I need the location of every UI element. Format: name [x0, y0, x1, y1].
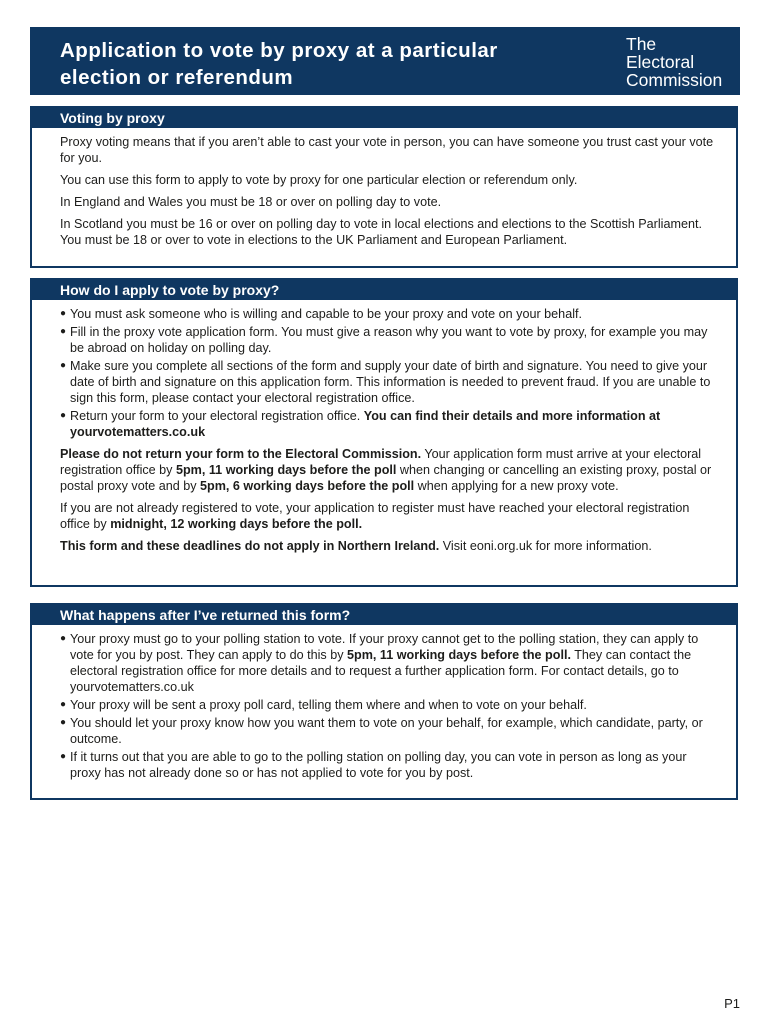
section-heading: How do I apply to vote by proxy? — [32, 280, 736, 300]
list-item: ● Your proxy will be sent a proxy poll card, telling them where and when to vote on your behalf. — [60, 698, 587, 712]
paragraph: In Scotland you must be 16 or over on polling day to vote in local elections and elections to the Scottish Parliament. You must be 18 or over to vote in elections to the UK Parliament and European Parliament. — [60, 217, 702, 247]
list-item: ● You should let your proxy know how you want them to vote on your behalf, for example, which candidate, party, or outcome. — [60, 716, 703, 746]
section-after-return — [30, 603, 738, 800]
northern-ireland-paragraph: This form and these deadlines do not apply in Northern Ireland. Visit eoni.org.uk for more information. — [60, 539, 652, 553]
header-banner — [30, 27, 740, 95]
bullet-icon: ● — [60, 410, 67, 421]
section-heading: Voting by proxy — [32, 108, 736, 128]
bullet-icon: ● — [60, 360, 67, 371]
paragraph: In England and Wales you must be 18 or over on polling day to vote. — [60, 195, 442, 209]
list-item: ● Return your form to your electoral registration office. You can find their details and more information at yourvotematters.co.uk — [60, 409, 661, 439]
bullet-icon: ● — [60, 699, 67, 710]
list-item: ● Make sure you complete all sections of the form and supply your date of birth and signature. You need to give your date of birth and signature on this application form. This information is needed to prevent fraud. If you are unable to sign this form, please contact your electoral registration office. — [60, 359, 711, 405]
register-paragraph: If you are not already registered to vote, your application to register must have reached your electoral registration office by midnight, 12 working days before the poll. — [60, 501, 690, 531]
section-heading: What happens after I’ve returned this form? — [32, 605, 736, 625]
logo-line-2: Electoral — [626, 52, 695, 72]
bullet-icon: ● — [60, 751, 67, 762]
bullet-list — [60, 306, 716, 440]
bullet-icon: ● — [60, 308, 67, 319]
page-number: P1 — [724, 996, 740, 1011]
logo-line-3: Commission — [626, 70, 723, 90]
bullet-icon: ● — [60, 717, 67, 728]
page-title: Application to vote by proxy at a particular election or referendum — [60, 39, 498, 89]
electoral-commission-logo — [626, 35, 736, 89]
section-voting-by-proxy — [30, 106, 738, 268]
list-item: ● Fill in the proxy vote application form. You must give a reason why you want to vote by proxy, for example you may be abroad on holiday on polling day. — [60, 325, 708, 355]
section-how-to-apply — [30, 278, 738, 587]
deadline-paragraph: Please do not return your form to the Electoral Commission. Your application form must arrive at your electoral registration office by 5pm, 11 working days before the poll when changing or cancelling an existing proxy, postal or postal proxy vote and by 5pm, 6 working days before the poll when applying for a new proxy vote. — [60, 447, 712, 493]
bullet-icon: ● — [60, 633, 67, 644]
bullet-list — [60, 631, 716, 781]
list-item: ● Your proxy must go to your polling station to vote. If your proxy cannot get to the polling station, they can apply to vote for you by post. They can apply to do this by 5pm, 11 working days before the poll. They can contact the electoral registration office for more details and to request a further application form. For contact details, go to yourvotematters.co.uk — [60, 632, 699, 694]
list-item: ● If it turns out that you are able to go to the polling station on polling day, you can vote in person as long as your proxy has not already done so or has not applied to vote for you by post. — [60, 750, 687, 780]
list-item: ● You must ask someone who is willing and capable to be your proxy and vote on your behalf. — [60, 307, 582, 321]
logo-line-1: The — [626, 34, 657, 54]
bullet-icon: ● — [60, 326, 67, 337]
paragraph: You can use this form to apply to vote by proxy for one particular election or referendum only. — [60, 173, 578, 187]
paragraph: Proxy voting means that if you aren’t able to cast your vote in person, you can have someone you trust cast your vote for you. — [60, 135, 714, 165]
